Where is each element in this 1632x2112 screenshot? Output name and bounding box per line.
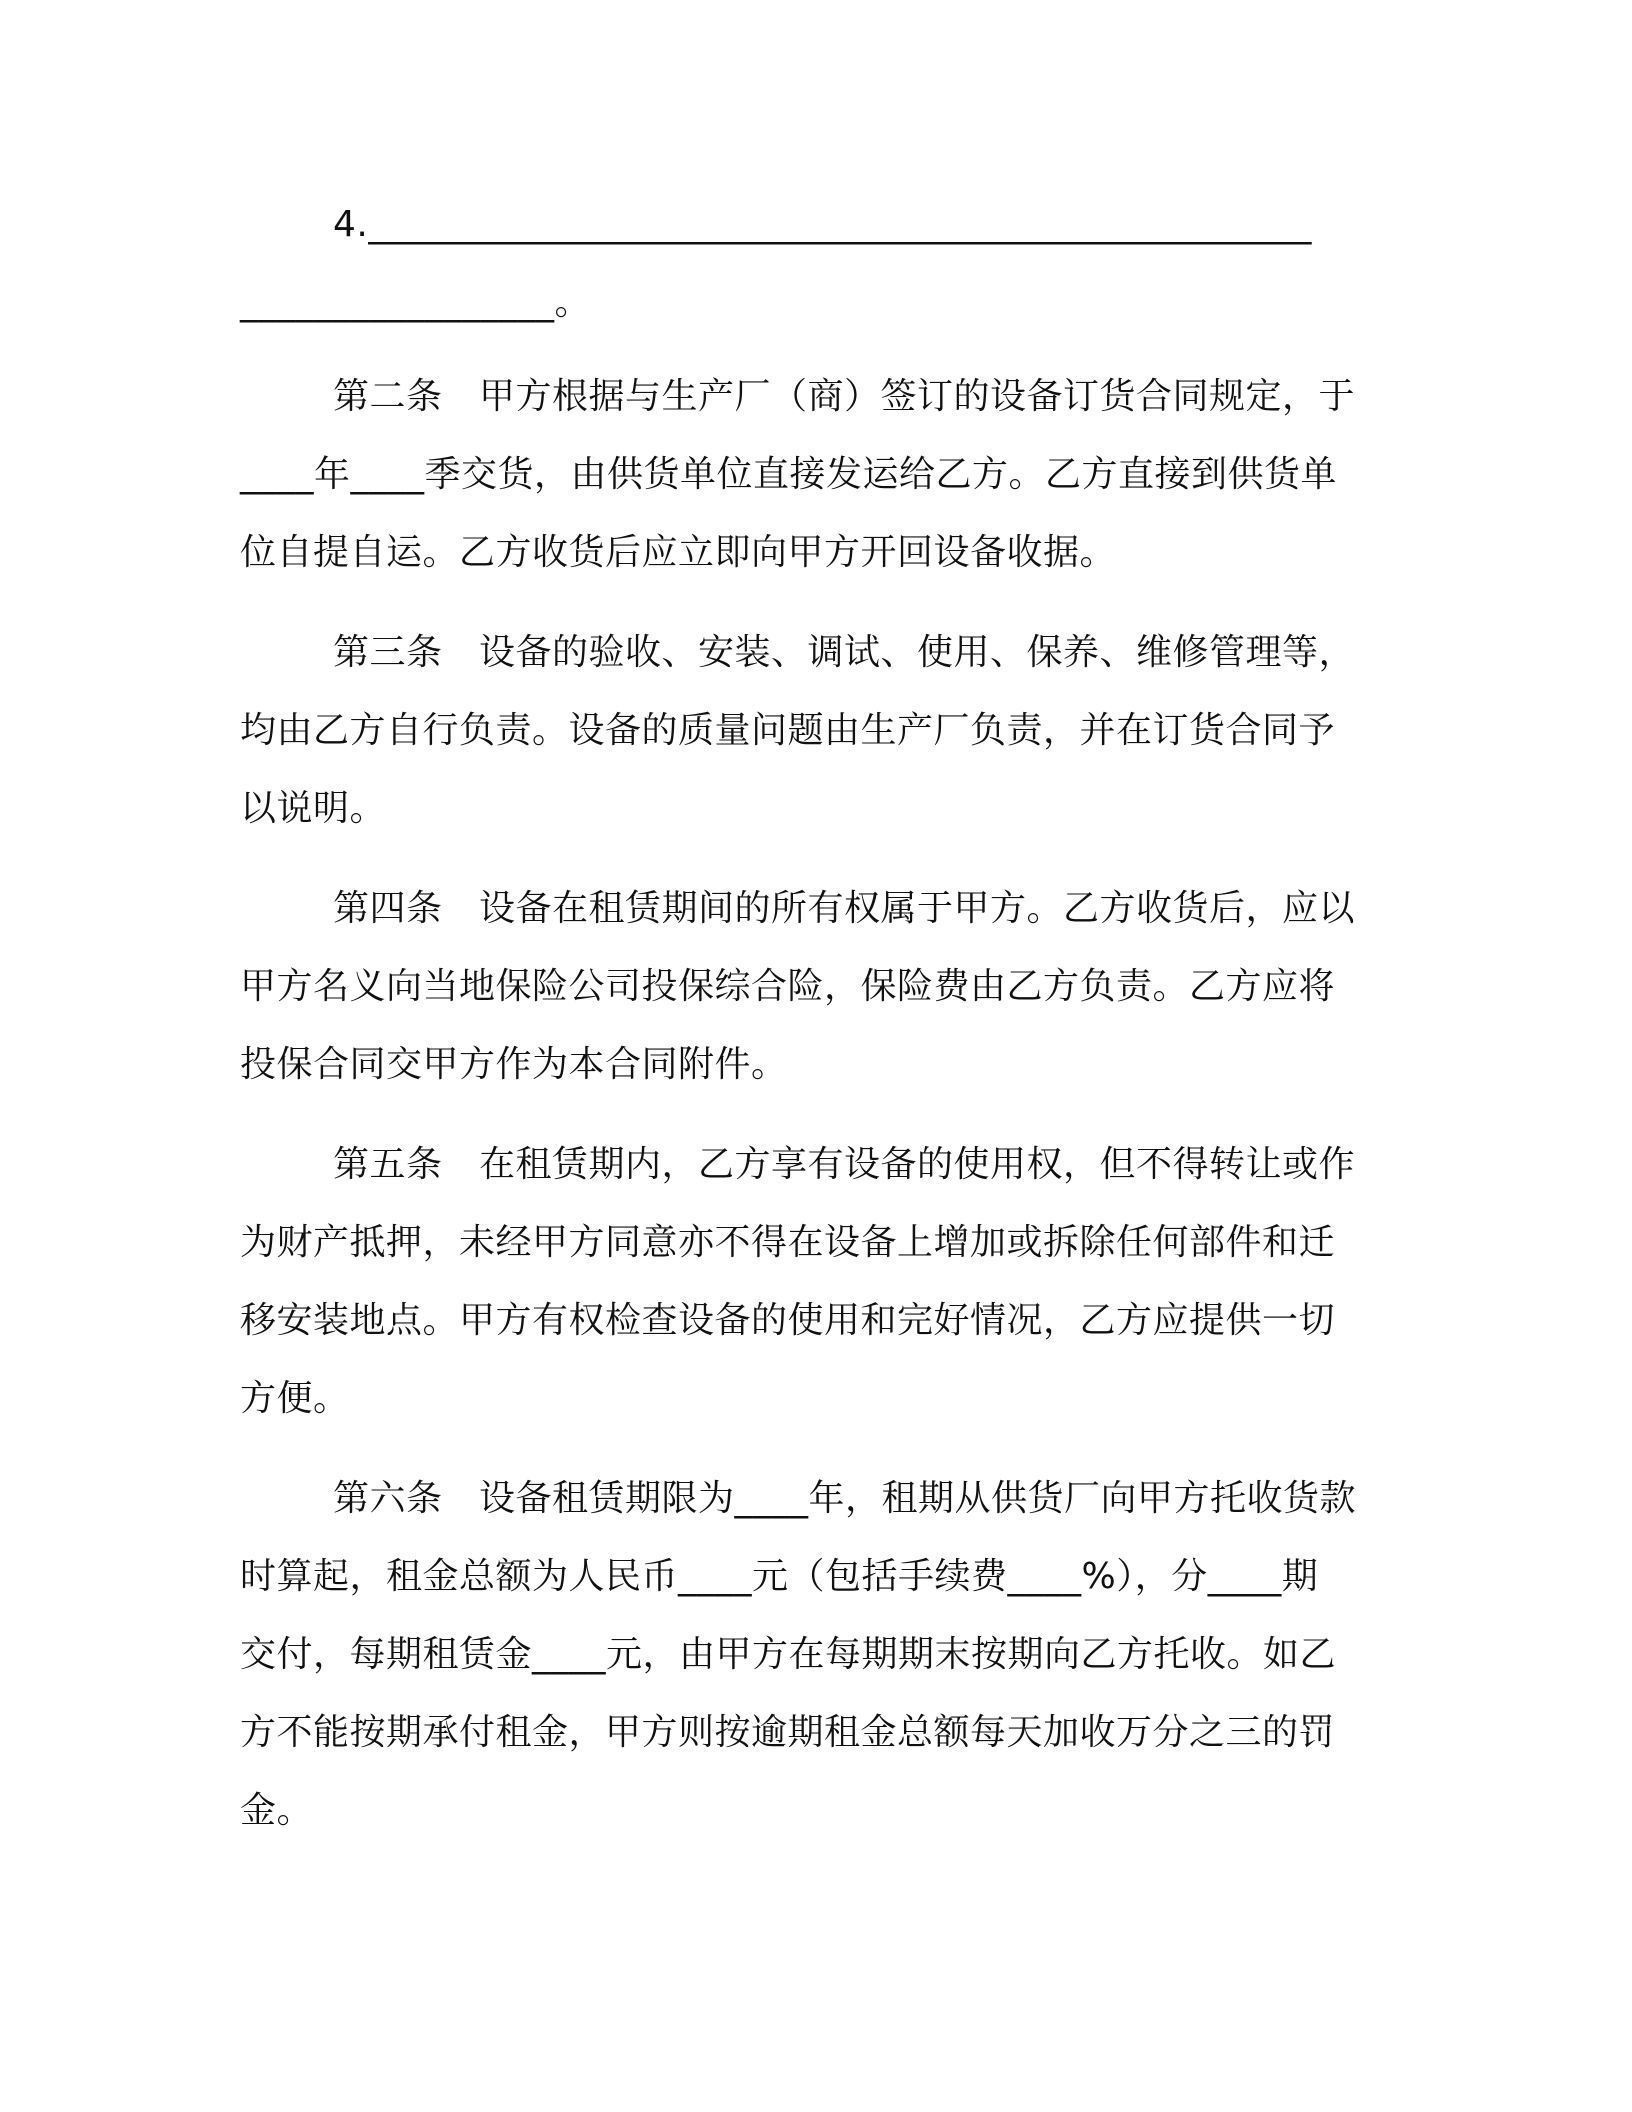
article-2-line-1: 第二条 甲方根据与生产厂（商）签订的设备订货合同规定，于 (333, 376, 1356, 417)
article-4-line-3: 投保合同交甲方作为本合同附件。 (240, 1044, 788, 1085)
article-4-line-1: 第四条 设备在租赁期间的所有权属于甲方。乙方收货后，应以 (333, 888, 1356, 929)
article-4-line-2: 甲方名义向当地保险公司投保综合险，保险费由乙方负责。乙方应将 (240, 966, 1336, 1007)
article-2-line-2: ____年____季交货，由供货单位直接发运给乙方。乙方直接到供货单 (240, 454, 1338, 495)
article-5-line-1: 第五条 在租赁期内，乙方享有设备的使用权，但不得转让或作 (333, 1144, 1356, 1185)
article-5-line-3: 移安装地点。甲方有权检查设备的使用和完好情况，乙方应提供一切 (240, 1300, 1336, 1341)
article-2-line-3: 位自提自运。乙方收货后应立即向甲方开回设备收据。 (240, 532, 1117, 573)
item-4-continuation: _________________。 (240, 282, 591, 323)
article-5-line-2: 为财产抵押，未经甲方同意亦不得在设备上增加或拆除任何部件和迁 (240, 1222, 1336, 1263)
article-3-line-2: 均由乙方自行负责。设备的质量问题由生产厂负责，并在订货合同予 (240, 710, 1336, 751)
article-5-line-4: 方便。 (240, 1378, 350, 1419)
article-6-line-3: 交付，每期租赁金____元，由甲方在每期期末按期向乙方托收。如乙 (240, 1634, 1337, 1675)
article-6-line-4: 方不能按期承付租金，甲方则按逾期租金总额每天加收万分之三的罚 (240, 1712, 1336, 1753)
article-6-line-2: 时算起，租金总额为人民币____元（包括手续费____%），分____期 (240, 1556, 1319, 1597)
article-6-line-5: 金。 (240, 1790, 314, 1831)
article-6-line-1: 第六条 设备租赁期限为____年，租期从供货厂向甲方托收货款 (333, 1478, 1357, 1519)
article-3-line-3: 以说明。 (240, 788, 387, 829)
item-4-line: 4.___________________________________________________ (333, 204, 1312, 245)
article-3-line-1: 第三条 设备的验收、安装、调试、使用、保养、维修管理等， (333, 632, 1356, 673)
